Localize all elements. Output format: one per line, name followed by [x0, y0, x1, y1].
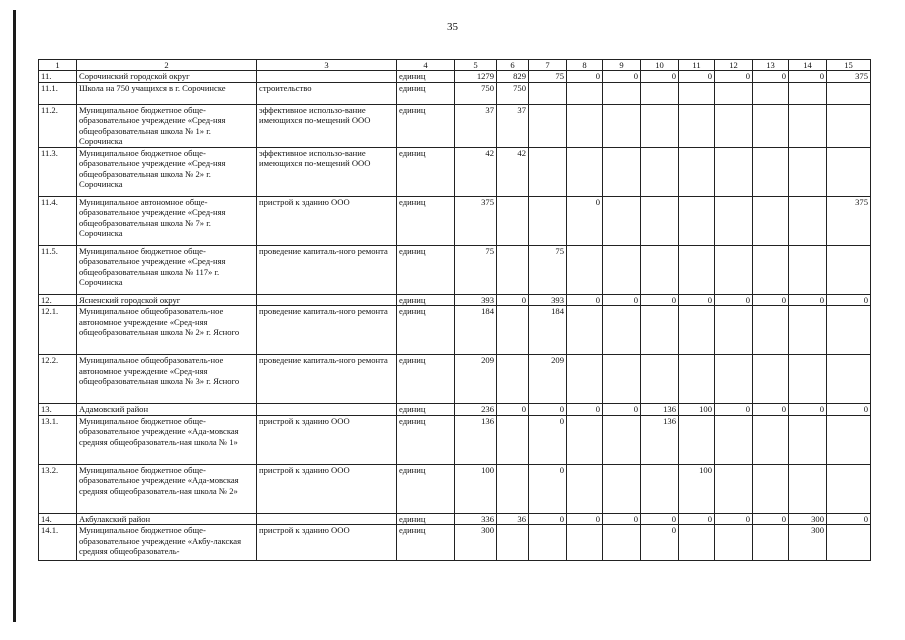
action-type: проведение капиталь-ного ремонта — [257, 245, 397, 294]
column-header: 10 — [641, 60, 679, 71]
column-header: 11 — [679, 60, 715, 71]
column-header: 14 — [789, 60, 827, 71]
institution-name: Муниципальное бюджетное обще-образовательное учреждение «Сред-няя общеобразовательная школа № 1» г. Сорочинска — [77, 104, 257, 147]
value-cell — [567, 355, 603, 404]
row-index: 12. — [39, 294, 77, 306]
value-cell — [827, 415, 871, 464]
value-cell — [603, 147, 641, 196]
value-cell — [641, 245, 679, 294]
institution-name: Муниципальное общеобразователь-ное автономное учреждение «Сред-няя общеобразовательная школа № 2» г. Ясного — [77, 306, 257, 355]
value-cell: 0 — [641, 525, 679, 561]
unit: единиц — [397, 196, 455, 245]
value-cell — [529, 147, 567, 196]
value-cell — [641, 464, 679, 513]
value-cell: 393 — [455, 294, 497, 306]
table-row — [39, 245, 871, 294]
row-index: 13.1. — [39, 415, 77, 464]
value-cell: 42 — [497, 147, 529, 196]
value-cell — [567, 147, 603, 196]
value-cell — [789, 147, 827, 196]
value-cell — [715, 196, 753, 245]
value-cell: 0 — [753, 294, 789, 306]
column-header: 2 — [77, 60, 257, 71]
value-cell: 300 — [455, 525, 497, 561]
table-row — [39, 525, 871, 561]
value-cell: 136 — [641, 415, 679, 464]
page-number: 35 — [447, 21, 458, 33]
value-cell: 0 — [715, 71, 753, 83]
action-type: проведение капиталь-ного ремонта — [257, 355, 397, 404]
value-cell — [789, 464, 827, 513]
table-row — [39, 196, 871, 245]
unit: единиц — [397, 294, 455, 306]
institution-name: Акбулакский район — [77, 513, 257, 525]
value-cell: 0 — [679, 294, 715, 306]
unit: единиц — [397, 82, 455, 104]
row-index: 13. — [39, 404, 77, 416]
action-type: пристрой к зданию ООО — [257, 525, 397, 561]
action-type: строительство — [257, 82, 397, 104]
institution-name: Муниципальное бюджетное обще-образовательное учреждение «Ада-мовская средняя общеобразователь-ная школа № 1» — [77, 415, 257, 464]
value-cell: 100 — [455, 464, 497, 513]
action-type: эффективное использо-вание имеющихся по-мещений ООО — [257, 147, 397, 196]
value-cell — [497, 355, 529, 404]
column-header: 8 — [567, 60, 603, 71]
unit: единиц — [397, 147, 455, 196]
action-type: эффективное использо-вание имеющихся по-мещений ООО — [257, 104, 397, 147]
value-cell — [827, 355, 871, 404]
value-cell — [715, 104, 753, 147]
value-cell — [497, 196, 529, 245]
value-cell — [529, 104, 567, 147]
action-type: проведение капиталь-ного ремонта — [257, 306, 397, 355]
value-cell — [715, 306, 753, 355]
value-cell — [789, 196, 827, 245]
value-cell — [603, 525, 641, 561]
value-cell: 0 — [641, 71, 679, 83]
value-cell: 0 — [567, 513, 603, 525]
value-cell — [679, 82, 715, 104]
value-cell — [497, 245, 529, 294]
row-index: 11. — [39, 71, 77, 83]
data-table — [38, 59, 871, 561]
value-cell — [497, 464, 529, 513]
value-cell — [567, 525, 603, 561]
value-cell — [603, 245, 641, 294]
value-cell: 0 — [497, 404, 529, 416]
value-cell: 42 — [455, 147, 497, 196]
value-cell — [679, 355, 715, 404]
institution-name: Школа на 750 учащихся в г. Сорочинске — [77, 82, 257, 104]
row-index: 14.1. — [39, 525, 77, 561]
value-cell: 0 — [789, 71, 827, 83]
institution-name: Муниципальное бюджетное обще-образовательное учреждение «Сред-няя общеобразовательная школа № 2» г. Сорочинска — [77, 147, 257, 196]
value-cell — [715, 525, 753, 561]
value-cell — [603, 82, 641, 104]
action-type: пристрой к зданию ООО — [257, 196, 397, 245]
column-header: 15 — [827, 60, 871, 71]
value-cell: 393 — [529, 294, 567, 306]
value-cell — [753, 306, 789, 355]
table-row — [39, 294, 871, 306]
value-cell — [753, 415, 789, 464]
value-cell — [497, 525, 529, 561]
value-cell: 0 — [753, 404, 789, 416]
row-index: 11.2. — [39, 104, 77, 147]
value-cell — [603, 306, 641, 355]
value-cell — [529, 82, 567, 104]
value-cell — [603, 464, 641, 513]
value-cell — [827, 464, 871, 513]
value-cell — [753, 355, 789, 404]
value-cell: 0 — [567, 196, 603, 245]
value-cell: 0 — [497, 294, 529, 306]
table-row — [39, 71, 871, 83]
institution-name: Адамовский район — [77, 404, 257, 416]
value-cell: 100 — [679, 464, 715, 513]
value-cell: 209 — [529, 355, 567, 404]
value-cell: 0 — [529, 464, 567, 513]
value-cell: 37 — [497, 104, 529, 147]
table-row — [39, 147, 871, 196]
institution-name: Муниципальное бюджетное обще-образовательное учреждение «Ада-мовская средняя общеобразователь-ная школа № 2» — [77, 464, 257, 513]
value-cell — [753, 464, 789, 513]
value-cell — [529, 196, 567, 245]
unit: единиц — [397, 306, 455, 355]
value-cell: 0 — [789, 294, 827, 306]
value-cell: 184 — [455, 306, 497, 355]
unit: единиц — [397, 245, 455, 294]
unit: единиц — [397, 525, 455, 561]
table-row — [39, 306, 871, 355]
value-cell — [641, 355, 679, 404]
value-cell — [715, 245, 753, 294]
value-cell: 0 — [641, 513, 679, 525]
row-index: 12.1. — [39, 306, 77, 355]
institution-name: Муниципальное бюджетное обще-образовательное учреждение «Сред-няя общеобразовательная школа № 117» г. Сорочинска — [77, 245, 257, 294]
value-cell — [789, 306, 827, 355]
table-row — [39, 464, 871, 513]
value-cell — [753, 245, 789, 294]
value-cell: 300 — [789, 513, 827, 525]
value-cell — [679, 196, 715, 245]
table-row — [39, 82, 871, 104]
value-cell: 0 — [603, 294, 641, 306]
row-index: 14. — [39, 513, 77, 525]
value-cell — [789, 104, 827, 147]
value-cell — [827, 147, 871, 196]
value-cell: 375 — [827, 71, 871, 83]
unit: единиц — [397, 355, 455, 404]
value-cell — [753, 147, 789, 196]
value-cell: 0 — [715, 404, 753, 416]
value-cell — [827, 306, 871, 355]
value-cell — [827, 82, 871, 104]
value-cell: 0 — [529, 415, 567, 464]
value-cell — [827, 104, 871, 147]
table-row — [39, 355, 871, 404]
value-cell — [497, 415, 529, 464]
row-index: 12.2. — [39, 355, 77, 404]
action-type — [257, 71, 397, 83]
value-cell — [567, 245, 603, 294]
value-cell: 0 — [753, 513, 789, 525]
value-cell — [603, 104, 641, 147]
column-header: 5 — [455, 60, 497, 71]
value-cell: 0 — [789, 404, 827, 416]
value-cell: 100 — [679, 404, 715, 416]
row-index: 13.2. — [39, 464, 77, 513]
value-cell — [497, 306, 529, 355]
value-cell: 36 — [497, 513, 529, 525]
value-cell: 0 — [715, 294, 753, 306]
value-cell: 75 — [529, 245, 567, 294]
column-header: 7 — [529, 60, 567, 71]
value-cell — [827, 245, 871, 294]
value-cell — [753, 104, 789, 147]
value-cell: 209 — [455, 355, 497, 404]
value-cell — [603, 415, 641, 464]
unit: единиц — [397, 104, 455, 147]
column-header: 6 — [497, 60, 529, 71]
value-cell: 0 — [529, 404, 567, 416]
table-row — [39, 104, 871, 147]
value-cell — [715, 415, 753, 464]
unit: единиц — [397, 513, 455, 525]
column-header: 4 — [397, 60, 455, 71]
value-cell — [641, 306, 679, 355]
value-cell — [679, 306, 715, 355]
value-cell — [715, 355, 753, 404]
value-cell: 136 — [455, 415, 497, 464]
value-cell — [679, 415, 715, 464]
value-cell — [679, 147, 715, 196]
value-cell: 375 — [455, 196, 497, 245]
row-index: 11.3. — [39, 147, 77, 196]
value-cell: 300 — [789, 525, 827, 561]
institution-name: Муниципальное автономное обще-образовательное учреждение «Сред-няя общеобразовательная школа № 7» г. Сорочинска — [77, 196, 257, 245]
value-cell: 184 — [529, 306, 567, 355]
unit: единиц — [397, 464, 455, 513]
value-cell: 0 — [827, 513, 871, 525]
value-cell: 0 — [529, 513, 567, 525]
value-cell — [641, 82, 679, 104]
value-cell: 829 — [497, 71, 529, 83]
value-cell: 0 — [715, 513, 753, 525]
value-cell: 75 — [455, 245, 497, 294]
value-cell: 0 — [567, 71, 603, 83]
value-cell: 750 — [497, 82, 529, 104]
value-cell: 750 — [455, 82, 497, 104]
unit: единиц — [397, 404, 455, 416]
unit: единиц — [397, 71, 455, 83]
value-cell — [567, 464, 603, 513]
value-cell — [529, 525, 567, 561]
value-cell: 0 — [641, 294, 679, 306]
value-cell: 0 — [679, 71, 715, 83]
table-row — [39, 415, 871, 464]
unit: единиц — [397, 415, 455, 464]
column-header: 1 — [39, 60, 77, 71]
value-cell — [789, 82, 827, 104]
value-cell — [715, 464, 753, 513]
value-cell — [567, 104, 603, 147]
value-cell — [789, 415, 827, 464]
row-index: 11.1. — [39, 82, 77, 104]
value-cell — [715, 82, 753, 104]
institution-name: Муниципальное общеобразователь-ное автономное учреждение «Сред-няя общеобразовательная школа № 3» г. Ясного — [77, 355, 257, 404]
value-cell: 375 — [827, 196, 871, 245]
value-cell: 37 — [455, 104, 497, 147]
value-cell — [567, 415, 603, 464]
value-cell: 236 — [455, 404, 497, 416]
value-cell: 1279 — [455, 71, 497, 83]
action-type: пристрой к зданию ООО — [257, 415, 397, 464]
value-cell — [679, 245, 715, 294]
institution-name: Ясненский городской округ — [77, 294, 257, 306]
value-cell — [567, 306, 603, 355]
value-cell: 0 — [567, 294, 603, 306]
value-cell: 0 — [567, 404, 603, 416]
column-header: 3 — [257, 60, 397, 71]
header-row — [39, 60, 871, 71]
action-type — [257, 513, 397, 525]
table-row — [39, 513, 871, 525]
page-binding-rule — [13, 10, 16, 622]
value-cell — [789, 355, 827, 404]
value-cell — [567, 82, 603, 104]
institution-name: Сорочинский городской округ — [77, 71, 257, 83]
value-cell: 75 — [529, 71, 567, 83]
value-cell: 0 — [753, 71, 789, 83]
value-cell — [603, 196, 641, 245]
value-cell — [641, 196, 679, 245]
value-cell: 0 — [603, 513, 641, 525]
row-index: 11.4. — [39, 196, 77, 245]
value-cell: 0 — [827, 294, 871, 306]
value-cell — [641, 104, 679, 147]
action-type: пристрой к зданию ООО — [257, 464, 397, 513]
value-cell: 136 — [641, 404, 679, 416]
column-header: 13 — [753, 60, 789, 71]
value-cell: 336 — [455, 513, 497, 525]
value-cell: 0 — [827, 404, 871, 416]
value-cell — [679, 525, 715, 561]
value-cell — [603, 355, 641, 404]
column-header: 12 — [715, 60, 753, 71]
value-cell — [753, 525, 789, 561]
action-type — [257, 294, 397, 306]
value-cell: 0 — [603, 71, 641, 83]
value-cell: 0 — [603, 404, 641, 416]
value-cell — [641, 147, 679, 196]
value-cell — [753, 82, 789, 104]
value-cell — [789, 245, 827, 294]
value-cell — [715, 147, 753, 196]
column-header: 9 — [603, 60, 641, 71]
action-type — [257, 404, 397, 416]
institution-name: Муниципальное бюджетное обще-образовательное учреждение «Акбу-лакская средняя общеобразователь- — [77, 525, 257, 561]
value-cell — [827, 525, 871, 561]
row-index: 11.5. — [39, 245, 77, 294]
value-cell — [679, 104, 715, 147]
value-cell — [753, 196, 789, 245]
value-cell: 0 — [679, 513, 715, 525]
table-row — [39, 404, 871, 416]
